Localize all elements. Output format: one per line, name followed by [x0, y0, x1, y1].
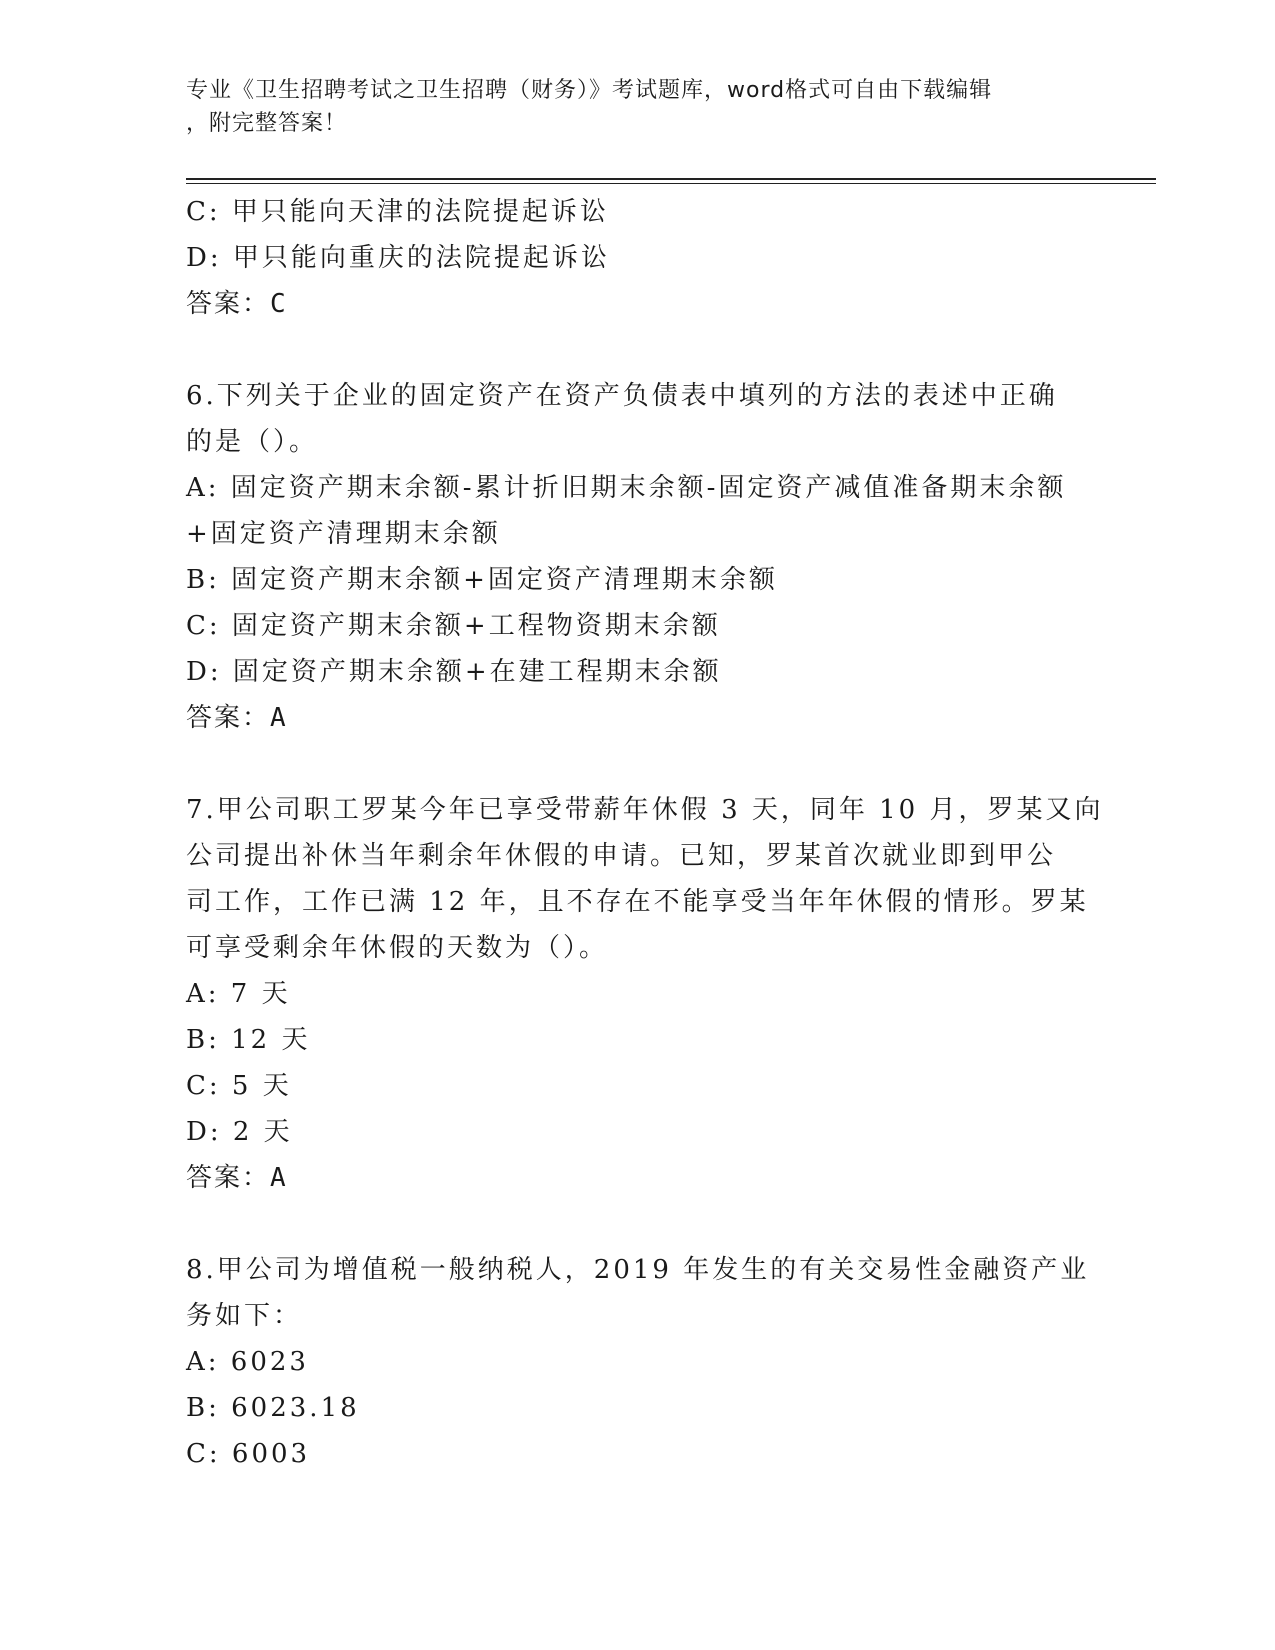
header-divider-thick [186, 178, 1156, 180]
question-6 [186, 373, 1076, 741]
question-text-line: 公司提出补休当年剩余年休假的申请。已知，罗某首次就业即到甲公 [186, 841, 1057, 871]
answer-value: A [270, 1163, 286, 1193]
option-d: D: 固定资产期末余额+在建工程期末余额 [186, 657, 722, 687]
question-5 [186, 189, 1076, 327]
option-b: B: 6023.18 [186, 1393, 360, 1423]
question-text-line: 可享受剩余年休假的天数为（）。 [186, 933, 609, 963]
option-a-continued: +固定资产清理期末余额 [186, 519, 501, 549]
option-d: D: 甲只能向重庆的法院提起诉讼 [186, 243, 610, 273]
option-a: A: 7 天 [186, 979, 291, 1009]
answer-line [186, 695, 1076, 741]
answer-line [186, 1155, 1076, 1201]
question-text-line: 务如下： [186, 1301, 303, 1331]
option-d: D: 2 天 [186, 1117, 293, 1147]
option-b: B: 固定资产期末余额+固定资产清理期末余额 [186, 565, 778, 595]
question-text-line: 6.下列关于企业的固定资产在资产负债表中填列的方法的表述中正确 [186, 381, 1058, 411]
question-text-line: 7.甲公司职工罗某今年已享受带薪年休假 3 天，同年 10 月，罗某又向 [186, 795, 1104, 825]
question-7 [186, 787, 1104, 1201]
answer-label: 答案： [186, 1163, 271, 1193]
answer-line [186, 281, 1076, 327]
question-8 [186, 1247, 1090, 1477]
question-text-line: 8.甲公司为增值税一般纳税人，2019 年发生的有关交易性金融资产业 [186, 1255, 1090, 1285]
question-text-line: 的是（）。 [186, 427, 319, 457]
option-a: A: 固定资产期末余额-累计折旧期末余额-固定资产减值准备期末余额 [186, 473, 1067, 503]
header-line-2: ，附完整答案！ [186, 111, 348, 136]
option-c: C: 甲只能向天津的法院提起诉讼 [186, 197, 609, 227]
option-c: C: 6003 [186, 1439, 311, 1469]
header-line-1: 专业《卫生招聘考试之卫生招聘（财务）》考试题库，word格式可自由下载编辑 [186, 78, 993, 103]
answer-label: 答案： [186, 289, 271, 319]
question-text-line: 司工作，工作已满 12 年，且不存在不能享受当年年休假的情形。罗某 [186, 887, 1089, 917]
option-c: C: 固定资产期末余额+工程物资期末余额 [186, 611, 721, 641]
document-header [186, 74, 1086, 140]
document-body [186, 189, 1104, 1477]
answer-label: 答案： [186, 703, 271, 733]
header-divider-thin [186, 183, 1156, 184]
answer-value: C [270, 289, 286, 319]
option-c: C: 5 天 [186, 1071, 292, 1101]
option-a: A: 6023 [186, 1347, 309, 1377]
answer-value: A [270, 703, 286, 733]
option-b: B: 12 天 [186, 1025, 311, 1055]
